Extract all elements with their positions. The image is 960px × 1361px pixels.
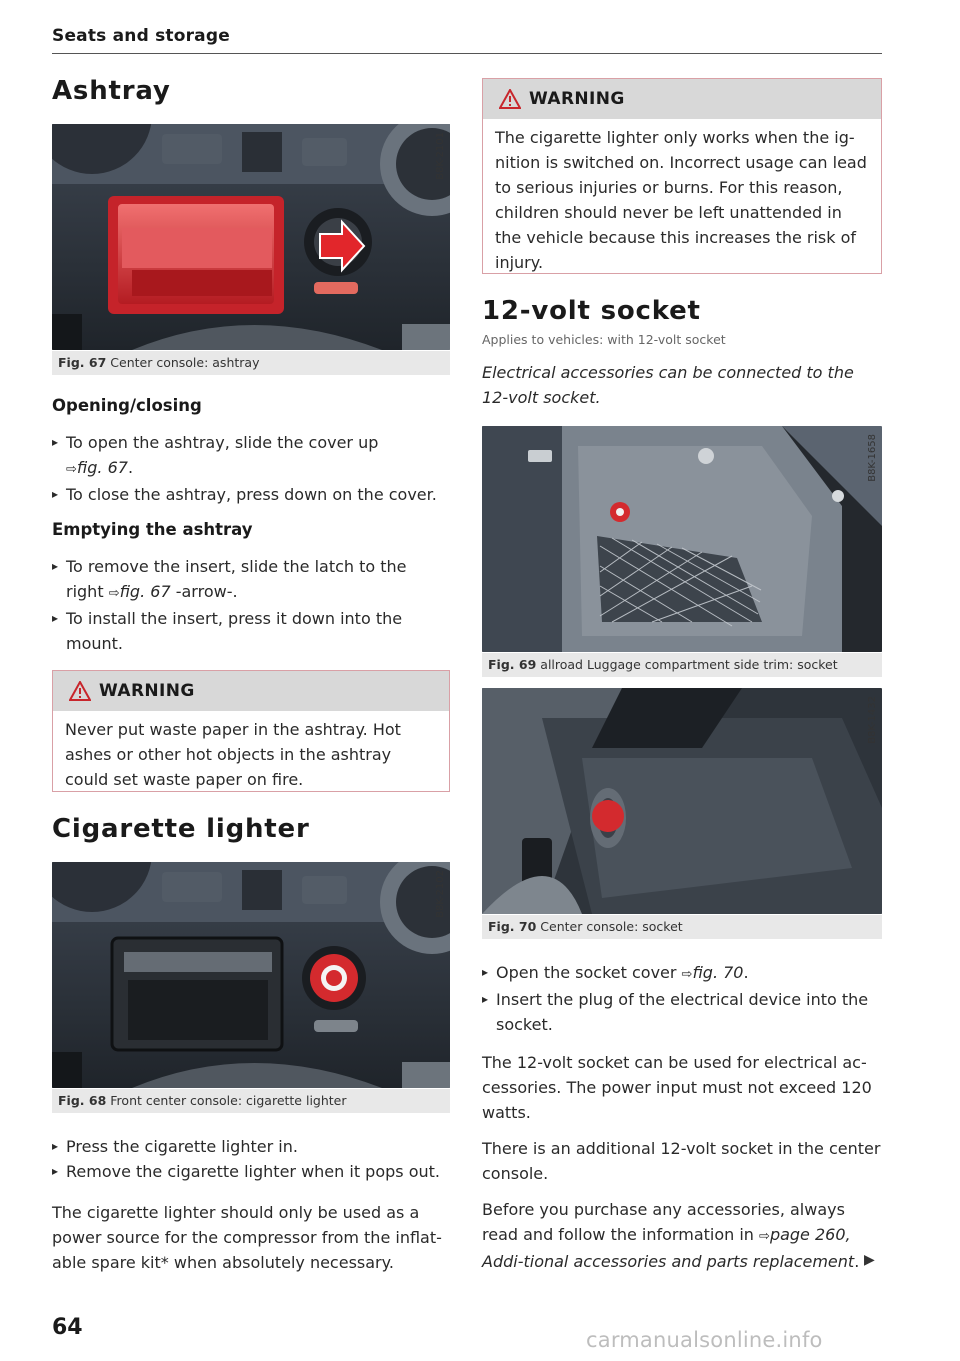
- paragraph-text: Before you purchase any accessories, always read and follow the information in: [482, 1200, 845, 1244]
- step-text: To remove the insert, slide the latch to the right: [66, 557, 407, 601]
- ref-arrow-icon: ⇨: [759, 1229, 770, 1244]
- step-text: To close the ashtray, press down on the cover.: [66, 485, 437, 504]
- section-header-title: Seats and storage: [52, 26, 230, 46]
- opening-closing-heading: Opening/closing: [52, 396, 202, 415]
- step-text: To open the ashtray, slide the cover up: [66, 433, 379, 452]
- socket-paragraph-2: There is an additional 12-volt socket in the center console.: [482, 1139, 881, 1183]
- list-item: ▸ Press the cigarette lighter in.: [52, 1134, 450, 1159]
- socket-paragraph-3: [482, 1197, 867, 1274]
- warning-label: WARNING: [99, 681, 195, 701]
- lighter-steps-list: [52, 1134, 450, 1184]
- ashtray-warning-box: [52, 670, 450, 792]
- figure-70-image: [482, 688, 882, 914]
- figure-67-id: B8K-2101: [435, 132, 446, 180]
- figure-69-caption: [482, 653, 882, 677]
- figure-68-caption: [52, 1089, 450, 1113]
- list-item: [482, 960, 882, 987]
- list-item: [52, 430, 450, 482]
- ref-arrow-icon: ⇨: [108, 586, 120, 601]
- warning-header: [483, 79, 881, 119]
- step-text: Insert the plug of the electrical device into the socket.: [496, 990, 869, 1034]
- socket-paragraph-1: The 12-volt socket can be used for electrical ac-cessories. The power input must not exceed 120 watts.: [482, 1053, 872, 1122]
- warning-triangle-icon: [499, 89, 521, 109]
- warning-triangle-icon: [69, 681, 91, 701]
- figure-69-caption-text: allroad Luggage compartment side trim: socket: [540, 657, 838, 672]
- socket-intro: Electrical accessories can be connected to the 12-volt socket.: [482, 363, 854, 407]
- running-header: [52, 26, 882, 54]
- emptying-heading: Emptying the ashtray: [52, 520, 253, 539]
- figure-69-label: Fig. 69: [488, 657, 537, 672]
- figure-70-caption: [482, 915, 882, 939]
- figure-68-id: B8K-2102: [435, 870, 446, 918]
- list-item: [52, 606, 432, 656]
- opening-steps-list: [52, 430, 450, 507]
- step-text: Open the socket cover: [496, 963, 682, 982]
- figure-67-image: [52, 124, 450, 350]
- page-ref-link[interactable]: page 260, Addi-tional accessories and parts replacement: [482, 1225, 855, 1271]
- figure-68-caption-text: Front center console: cigarette lighter: [110, 1093, 347, 1108]
- emptying-steps-list: [52, 554, 432, 656]
- figure-68-image: [52, 862, 450, 1088]
- figure-70-id: B8K-1432: [867, 696, 878, 744]
- figure-ref-link[interactable]: fig. 67: [76, 458, 128, 477]
- figure-69-image: [482, 426, 882, 652]
- list-item: [482, 987, 882, 1037]
- ashtray-heading: Ashtray: [52, 76, 171, 106]
- socket-heading: 12-volt socket: [482, 296, 701, 326]
- warning-label: WARNING: [529, 89, 625, 109]
- list-item: [52, 554, 432, 606]
- page-number: 64: [52, 1315, 83, 1340]
- warning-text: The cigarette lighter only works when the ig-nition is switched on. Incorrect usage can lead to serious injuries or burns. For this reason, children should never be left unattended in the vehicle because this increases the risk of injury.: [495, 128, 867, 272]
- figure-70-caption-text: Center console: socket: [540, 919, 683, 934]
- figure-67-label: Fig. 67: [58, 355, 107, 370]
- paragraph-tail: .: [854, 1252, 860, 1271]
- cigarette-lighter-heading: Cigarette lighter: [52, 814, 310, 844]
- step-text: To install the insert, press it down into the mount.: [66, 609, 403, 653]
- figure-69-id: B8K-1658: [867, 434, 878, 482]
- watermark: carmanualsonline.info: [586, 1328, 823, 1352]
- list-item: ▸ Remove the cigarette lighter when it pops out.: [52, 1159, 450, 1184]
- lighter-note: The cigarette lighter should only be used as a power source for the compressor from the inflat-able spare kit* when absolutely necessary.: [52, 1203, 442, 1272]
- figure-ref-link[interactable]: fig. 70: [692, 963, 744, 982]
- ref-arrow-icon: ⇨: [681, 967, 693, 982]
- figure-68-label: Fig. 68: [58, 1093, 107, 1108]
- socket-steps-list: [482, 960, 882, 1037]
- figure-ref-link[interactable]: fig. 67: [119, 582, 171, 601]
- ref-arrow-icon: ⇨: [66, 462, 77, 477]
- list-item: [52, 482, 450, 507]
- applies-to-note: Applies to vehicles: with 12-volt socket: [482, 332, 726, 347]
- continue-arrow-icon: ▶: [864, 1252, 875, 1268]
- step-tail: .: [127, 458, 134, 477]
- warning-header: [53, 671, 449, 711]
- figure-70-label: Fig. 70: [488, 919, 537, 934]
- figure-67-caption-text: Center console: ashtray: [110, 355, 260, 370]
- warning-text: Never put waste paper in the ashtray. Hot ashes or other hot objects in the ashtray could set waste paper on fire.: [65, 720, 401, 789]
- step-tail: -arrow-.: [170, 582, 238, 601]
- figure-67-caption: [52, 351, 450, 375]
- lighter-warning-box: [482, 78, 882, 274]
- step-tail: .: [743, 963, 749, 982]
